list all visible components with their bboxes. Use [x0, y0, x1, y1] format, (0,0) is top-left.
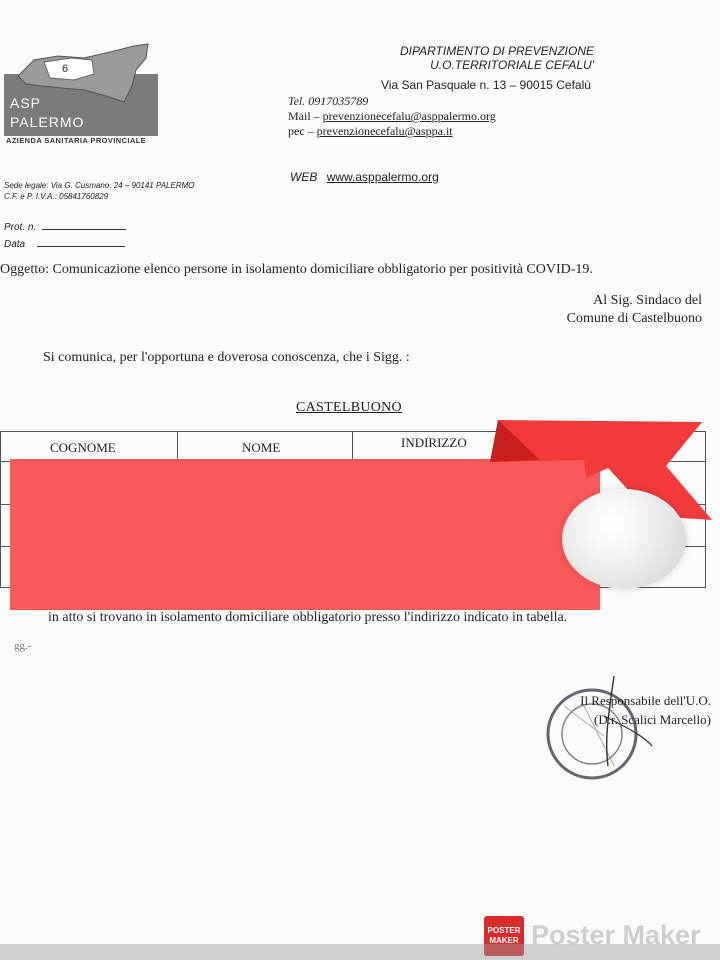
web-link[interactable]: www.asppalermo.org	[326, 170, 439, 184]
signature-name: (D.r. Scalici Marcello)	[594, 712, 711, 727]
department-heading	[400, 44, 594, 72]
tel-line	[288, 94, 496, 109]
intro-text: Si comunica, per l'opportuna e doverosa conoscenza, che i Sigg. :	[43, 350, 410, 365]
recipient-line1: Al Sig. Sindaco del	[593, 293, 702, 308]
col-header-cognome: COGNOME	[50, 440, 116, 455]
text-fragment: gg.-	[14, 640, 32, 652]
logo-palermo-text: PALERMO	[10, 114, 85, 130]
contacts-block	[288, 94, 496, 139]
col-header-nome: NOME	[242, 440, 281, 455]
signature-role: Il Responsabile dell'U.O.	[580, 693, 711, 708]
prot-row	[4, 219, 126, 236]
mail-line	[288, 109, 496, 124]
pec-link[interactable]: prevenzionecefalu@asppa.it	[316, 124, 453, 138]
asp-logo	[4, 40, 164, 146]
poster-maker-watermark: Poster Maker	[531, 920, 701, 950]
pec-line	[288, 124, 496, 139]
logo-asp-text: ASP	[10, 95, 42, 111]
letter-subject: Oggetto: Comunicazione elenco persone in isolamento domiciliare obbligatorio per positività COVID-19.	[0, 262, 593, 277]
dept-line1: DIPARTIMENTO DI PREVENZIONE	[399, 44, 594, 58]
date-row	[4, 236, 126, 253]
table-border-left	[0, 431, 1, 588]
logo-caption: AZIENDA SANITARIA PROVINCIALE	[6, 136, 147, 145]
date-blank	[37, 237, 125, 247]
date-label: Data	[4, 239, 26, 250]
dept-line2: U.O.TERRITORIALE CEFALU'	[430, 58, 594, 72]
prot-blank	[42, 220, 126, 230]
protocol-fields	[4, 219, 126, 253]
legal-vat: C.F. e P. I.V.A.: 05841760829	[4, 192, 109, 201]
legal-address: Sede legale: Via G. Cusmano, 24 – 90141 PALERMO	[4, 181, 195, 190]
web-line	[290, 170, 439, 184]
office-address: Via San Pasquale n. 13 – 90015 Cefalù	[381, 78, 591, 92]
legal-info	[4, 180, 194, 202]
logo-number: 6	[62, 63, 69, 75]
prot-label: Prot. n.	[4, 222, 37, 233]
poster-maker-logo: POSTER MAKER	[484, 916, 524, 956]
col-header-indirizzo: INDIRIZZO	[401, 435, 467, 450]
mail-link[interactable]: prevenzionecefalu@asppalermo.org	[322, 109, 496, 123]
tel-label: Tel.	[288, 94, 306, 108]
after-table-text: in atto si trovano in isolamento domiciliare obbligatorio presso l'indirizzo indicato in tabella.	[48, 610, 568, 625]
pec-label: pec –	[288, 124, 314, 138]
tel-number: 0917035789	[308, 94, 369, 108]
mail-label: Mail –	[288, 109, 320, 123]
moon-sticker	[562, 489, 686, 589]
bottom-gray-band	[0, 944, 720, 960]
recipient-line2: Comune di Castelbuono	[566, 311, 702, 326]
town-heading: CASTELBUONO	[296, 400, 402, 415]
web-label: WEB	[290, 170, 318, 184]
signature-block	[561, 691, 711, 729]
recipient-block	[567, 292, 702, 328]
